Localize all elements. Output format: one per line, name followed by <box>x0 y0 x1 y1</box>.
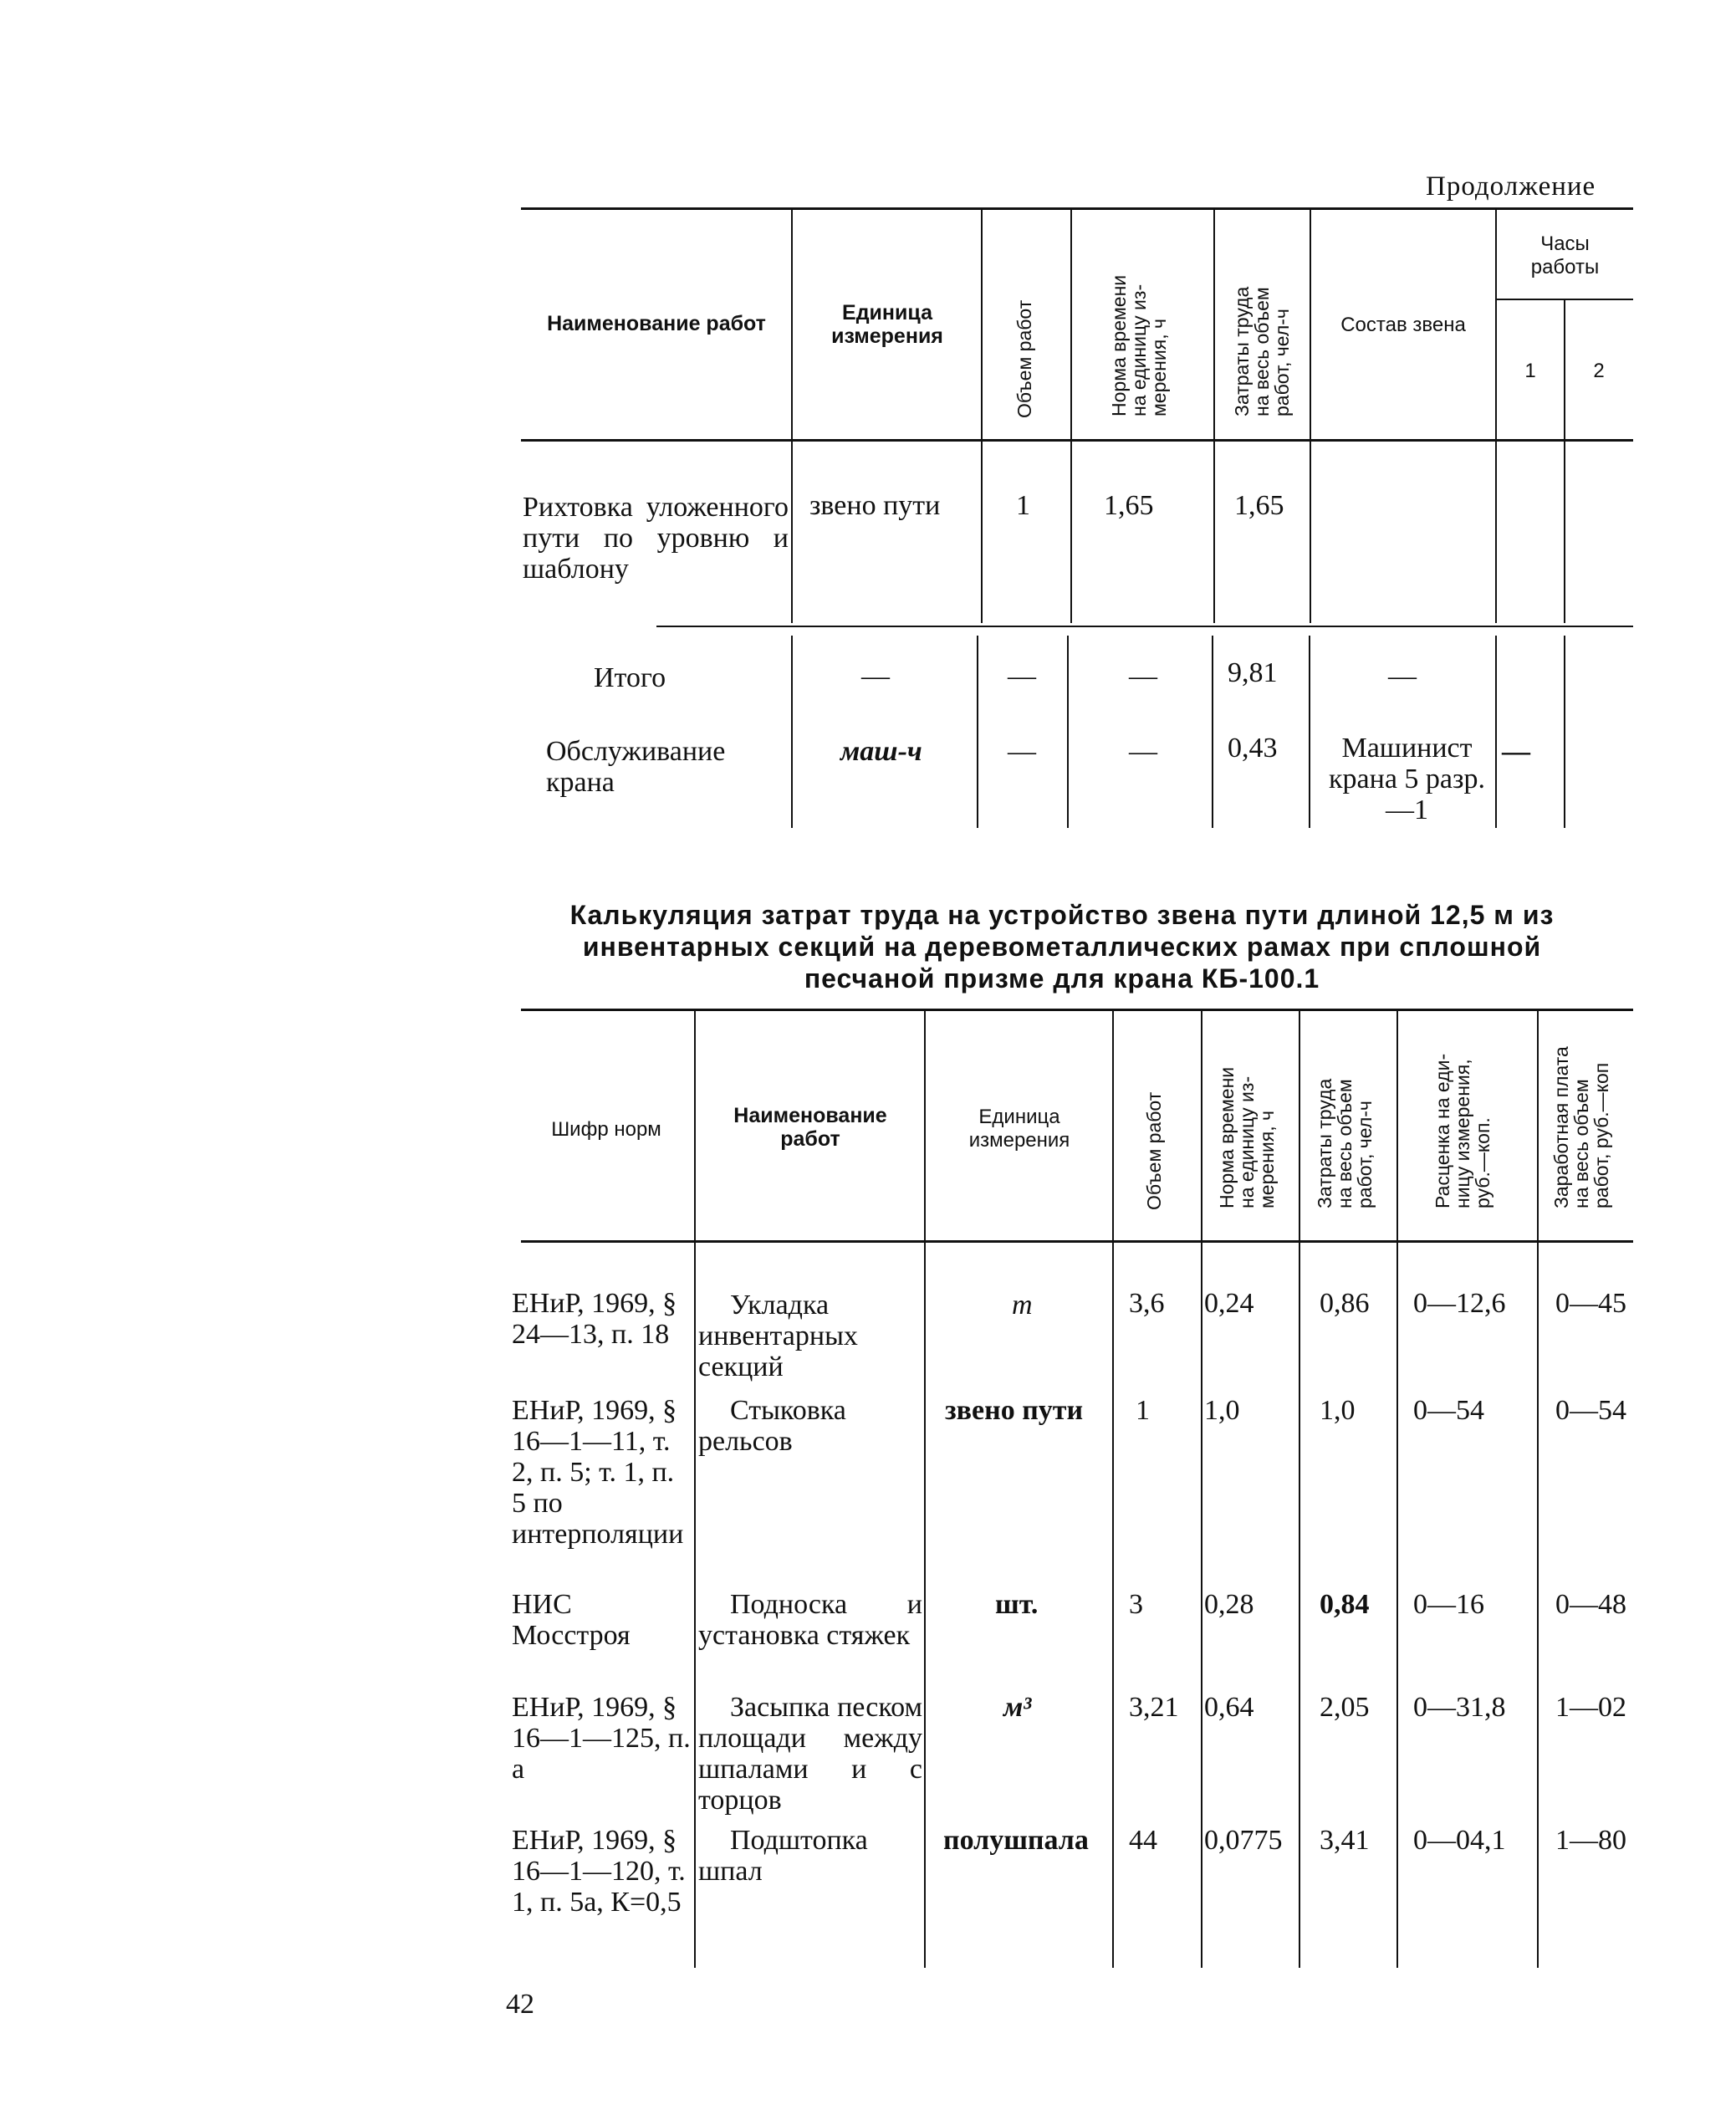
t2-row3-norm: 0,28 <box>1204 1589 1254 1620</box>
t1-header-hours-1: 1 <box>1524 360 1536 382</box>
t2-row3-volume: 3 <box>1129 1589 1143 1620</box>
t2-row1-norm: 0,24 <box>1204 1288 1254 1319</box>
t2-row1-code: ЕНиР, 1969, § 24—13, п. 18 <box>512 1288 677 1350</box>
t2-row3-rate: 0—16 <box>1413 1589 1484 1620</box>
t2-row2-wage: 0—54 <box>1555 1395 1626 1426</box>
t1-crane-unit: маш-ч <box>840 736 922 767</box>
t1-crane-crew: Машинист крана 5 разр.—1 <box>1329 733 1485 825</box>
t2-row2-volume: 1 <box>1136 1395 1150 1426</box>
t1-row1-norm: 1,65 <box>1104 490 1154 521</box>
t2-header-labor: Затраты труда на весь объем работ, чел-ч <box>1314 1078 1376 1208</box>
continuation-label: Продолжение <box>1426 171 1596 202</box>
t2-row1-wage: 0—45 <box>1555 1288 1626 1319</box>
t2-row5-norm: 0,0775 <box>1204 1825 1283 1856</box>
t2-row4-rate: 0—31,8 <box>1413 1692 1506 1723</box>
t1-row1-labor: 1,65 <box>1234 490 1284 521</box>
t2-row1-rate: 0—12,6 <box>1413 1288 1506 1319</box>
t2-row3-code: НИС Мосстроя <box>512 1589 631 1651</box>
t1-total-labor: 9,81 <box>1228 657 1278 688</box>
t1-row1-name: Рихтовка уложенного пути по уровню и шаблону <box>523 492 789 585</box>
t2-row3-name: Подноска и установка стяжек <box>698 1589 922 1651</box>
t2-row5-labor: 3,41 <box>1320 1825 1370 1856</box>
t1-header-unit: Единица измерения <box>831 301 943 348</box>
t1-header-name: Наименование работ <box>547 312 766 335</box>
t1-header-crew: Состав звена <box>1340 314 1466 336</box>
t2-row1-unit: т <box>1012 1290 1033 1321</box>
t1-crane-volume: — <box>1008 736 1036 767</box>
t2-header-wage: Заработная плата на весь объем работ, руб.—коп <box>1550 1046 1612 1208</box>
t2-row3-labor: 0,84 <box>1320 1589 1370 1620</box>
t1-total-volume: — <box>1008 661 1036 692</box>
t1-total-norm: — <box>1129 661 1157 692</box>
t2-row2-unit: звено пути <box>945 1395 1084 1426</box>
t1-crane-norm: — <box>1129 736 1157 767</box>
t2-row5-code: ЕНиР, 1969, § 16—1—120, т. 1, п. 5а, К=0,5 <box>512 1825 686 1918</box>
t2-row1-labor: 0,86 <box>1320 1288 1370 1319</box>
t2-header-name: Наименование работ <box>733 1104 887 1151</box>
t2-header-unit: Единица измерения <box>968 1106 1070 1152</box>
t2-row2-name: Стыковка рельсов <box>698 1395 846 1457</box>
t2-header-code: Шифр норм <box>551 1118 661 1141</box>
t1-total-label: Итого <box>594 662 666 693</box>
t2-header-rate: Расценка на еди- ницу измерения, руб.—коп. <box>1432 1053 1493 1208</box>
t1-total-unit: — <box>861 661 890 692</box>
t2-row4-unit: м³ <box>1003 1692 1032 1723</box>
t1-crane-labor: 0,43 <box>1228 733 1278 764</box>
t2-header-volume: Объем работ <box>1143 1091 1165 1210</box>
t2-row4-norm: 0,64 <box>1204 1692 1254 1723</box>
t2-row1-volume: 3,6 <box>1129 1288 1165 1319</box>
t2-header-norm: Норма времени на единицу из- мерения, ч <box>1216 1066 1278 1208</box>
t2-row4-name: Засыпка песком площади между шпалами и с торцов <box>698 1692 922 1816</box>
t2-row5-wage: 1—80 <box>1555 1825 1626 1856</box>
page-number: 42 <box>506 1989 534 2020</box>
t1-header-labor: Затраты труда на весь объем работ, чел-ч <box>1231 286 1293 416</box>
t1-header-hours-2: 2 <box>1593 360 1605 382</box>
t2-row5-rate: 0—04,1 <box>1413 1825 1506 1856</box>
t2-row3-wage: 0—48 <box>1555 1589 1626 1620</box>
t1-row1-unit: звено пути <box>809 490 941 521</box>
t2-row4-wage: 1—02 <box>1555 1692 1626 1723</box>
calculation-title: Калькуляция затрат труда на устройство звена пути длиной 12,5 м из инвентарных секций на деревометаллических рамах при сплошной песчаной призме для крана КБ-100.1 <box>569 900 1555 994</box>
t2-row1-name: Укладка инвентарных секций <box>698 1290 858 1382</box>
t1-header-volume: Объем работ <box>1014 299 1035 418</box>
t2-row2-labor: 1,0 <box>1320 1395 1356 1426</box>
t1-row1-volume: 1 <box>1016 490 1030 521</box>
t2-row4-code: ЕНиР, 1969, § 16—1—125, п. а <box>512 1692 691 1785</box>
t1-crane-label: Обслуживание крана <box>546 736 726 798</box>
t2-row5-unit: полушпала <box>943 1825 1089 1856</box>
t1-total-crew: — <box>1388 661 1417 692</box>
t2-row2-rate: 0—54 <box>1413 1395 1484 1426</box>
t2-row5-name: Подштопка шпал <box>698 1825 868 1887</box>
t2-row2-norm: 1,0 <box>1204 1395 1240 1426</box>
t2-row3-unit: шт. <box>995 1589 1039 1620</box>
t2-row4-labor: 2,05 <box>1320 1692 1370 1723</box>
t1-crane-hours1: — <box>1502 736 1530 767</box>
t1-header-hours: Часы работы <box>1530 232 1600 278</box>
t2-row2-code: ЕНиР, 1969, § 16—1—11, т. 2, п. 5; т. 1, п. 5 по интерполяции <box>512 1395 684 1550</box>
t1-header-norm: Норма времени на единицу из- мерения, ч <box>1108 274 1170 416</box>
t2-row5-volume: 44 <box>1129 1825 1157 1856</box>
t2-row4-volume: 3,21 <box>1129 1692 1179 1723</box>
